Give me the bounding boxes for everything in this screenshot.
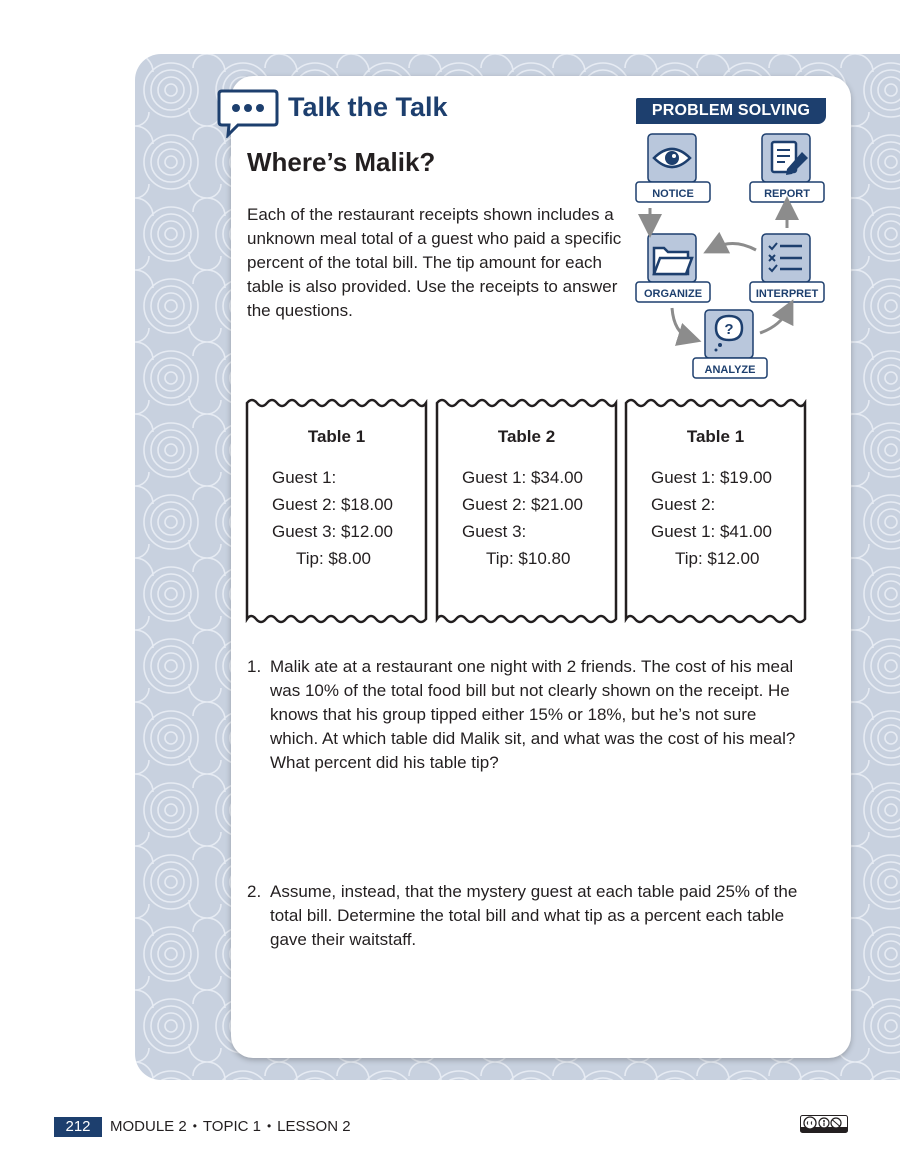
creative-commons-license-icon (800, 1115, 848, 1133)
receipt-line: Guest 1: (272, 468, 337, 487)
receipt (435, 395, 618, 627)
receipt-line: Guest 2: (651, 495, 716, 514)
receipt-tip: Tip: $10.80 (486, 549, 571, 568)
speech-bubble-icon (216, 88, 280, 138)
question-number: 2. (247, 882, 262, 901)
footer-topic: TOPIC 1 (202, 1118, 261, 1135)
activity-title: Where’s Malik? (247, 147, 436, 177)
step-label-notice: NOTICE (652, 188, 694, 200)
receipt (245, 395, 428, 627)
receipt-line: Guest 1: $41.00 (651, 522, 772, 541)
interpret-step (750, 234, 824, 302)
organize-step (636, 234, 710, 302)
question-text: Malik ate at a restaurant one night with 2 friends. The cost of his meal was 10% of the total food bill but not clearly shown on the receipt. He knows that his group tipped either 15% or 18%, but he’s not sure which. At which table did Malik sit, and what was the cost of his meal? What percent did his table tip? (270, 657, 796, 772)
footer-separator: • (266, 1119, 272, 1133)
receipt (624, 395, 807, 627)
section-title: Talk the Talk (288, 92, 448, 122)
footer-breadcrumb (110, 1117, 351, 1137)
question-text: Assume, instead, that the mystery guest at each table paid 25% of the total bill. Determine the total bill and what tip as a percent each table gave their waitstaff. (270, 882, 798, 949)
receipt-title: Table 2 (497, 427, 556, 446)
activity-intro: Each of the restaurant receipts shown includes a unknown meal total of a guest who paid a specific percent of the total bill. The tip amount for each table is also provided. Use the receipts to answer the questions. (247, 205, 622, 320)
problem-solving-banner: PROBLEM SOLVING (636, 98, 826, 124)
receipt-tip: Tip: $8.00 (296, 549, 371, 568)
receipt-title: Table 1 (307, 427, 366, 446)
receipt-line: Guest 3: (462, 522, 527, 541)
question-number: 1. (247, 657, 262, 676)
footer-module: MODULE 2 (110, 1118, 187, 1135)
step-label-analyze: ANALYZE (704, 364, 756, 376)
page-number: 212 (54, 1117, 102, 1137)
step-label-interpret: INTERPRET (755, 288, 819, 300)
problem-solving-diagram (630, 128, 830, 383)
receipt-tip: Tip: $12.00 (675, 549, 760, 568)
analyze-step (693, 310, 767, 378)
step-label-report: REPORT (764, 188, 810, 200)
receipt-line: Guest 2: $18.00 (272, 495, 393, 514)
receipt-line: Guest 1: $34.00 (462, 468, 583, 487)
folder-icon (654, 248, 692, 274)
footer-separator: • (192, 1119, 197, 1133)
report-step (750, 134, 824, 202)
notice-step (636, 134, 710, 202)
svg-text:?: ? (724, 321, 734, 338)
receipt-line: Guest 1: $19.00 (651, 468, 772, 487)
receipt-title: Table 1 (686, 427, 745, 446)
step-label-organize: ORGANIZE (643, 288, 703, 300)
footer-lesson: LESSON 2 (277, 1118, 351, 1135)
receipt-line: Guest 3: $12.00 (272, 522, 393, 541)
receipt-line: Guest 2: $21.00 (462, 495, 583, 514)
